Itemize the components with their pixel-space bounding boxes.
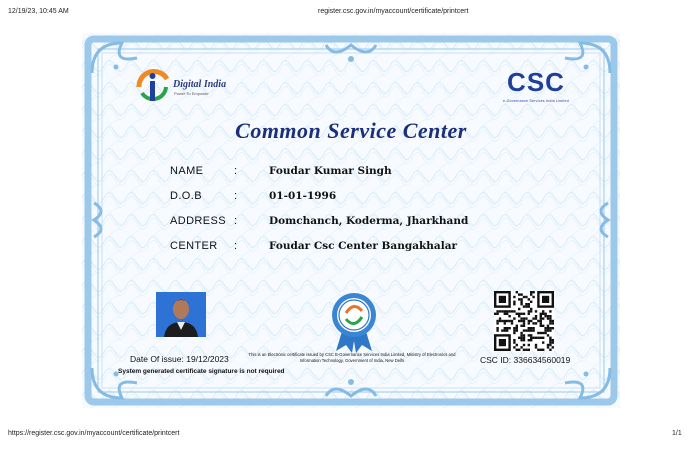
- browser-header-url: register.csc.gov.in/myaccount/certificate/printcert: [318, 8, 469, 15]
- csc-logo-text: CSC: [507, 67, 565, 97]
- digital-india-logo: [134, 65, 234, 110]
- field-value: Domchanch, Koderma, Jharkhand: [269, 215, 469, 227]
- csc-logo: [486, 69, 586, 109]
- digital-india-emblem-icon: [134, 65, 174, 110]
- csc-id: CSC ID: 336634560019: [480, 355, 571, 365]
- electronic-certificate-note: This is an Electronic certificate issued by CSC E-Governance Services India Limited, Ministry of Electronics and Information Technology, Government of India, New Delhi: [248, 352, 456, 363]
- certificate-title: Common Service Center: [235, 118, 467, 143]
- field-value: 01-01-1996: [269, 190, 337, 202]
- field-value: Foudar Csc Center Bangakhalar: [269, 240, 458, 252]
- field-label: D.O.B: [170, 190, 202, 202]
- date-of-issue: Date Of issue: 19/12/2023: [130, 354, 229, 364]
- field-separator: :: [234, 190, 238, 202]
- award-seal-icon: [326, 289, 382, 353]
- field-separator: :: [234, 240, 238, 252]
- certificate: [82, 33, 620, 408]
- browser-header-datetime: 12/19/23, 10:45 AM: [8, 8, 69, 15]
- field-value: Foudar Kumar Singh: [269, 165, 392, 177]
- person-silhouette-icon: [156, 292, 206, 337]
- csc-logo-subtitle: e-Governance Services India Limited: [503, 99, 569, 103]
- digital-india-tagline: Power To Empower: [174, 91, 209, 96]
- digital-india-text: Digital India: [173, 79, 227, 90]
- browser-footer-url: https://register.csc.gov.in/myaccount/certificate/printcert: [8, 430, 180, 437]
- field-label: ADDRESS: [170, 215, 226, 227]
- holder-photo: [156, 292, 206, 337]
- browser-footer-page: 1/1: [672, 430, 682, 437]
- field-separator: :: [234, 165, 238, 177]
- field-label: CENTER: [170, 240, 218, 252]
- qr-code: [494, 291, 554, 351]
- signature-note: System generated certificate signature is not required: [118, 368, 285, 375]
- field-label: NAME: [170, 165, 204, 177]
- field-separator: :: [234, 215, 238, 227]
